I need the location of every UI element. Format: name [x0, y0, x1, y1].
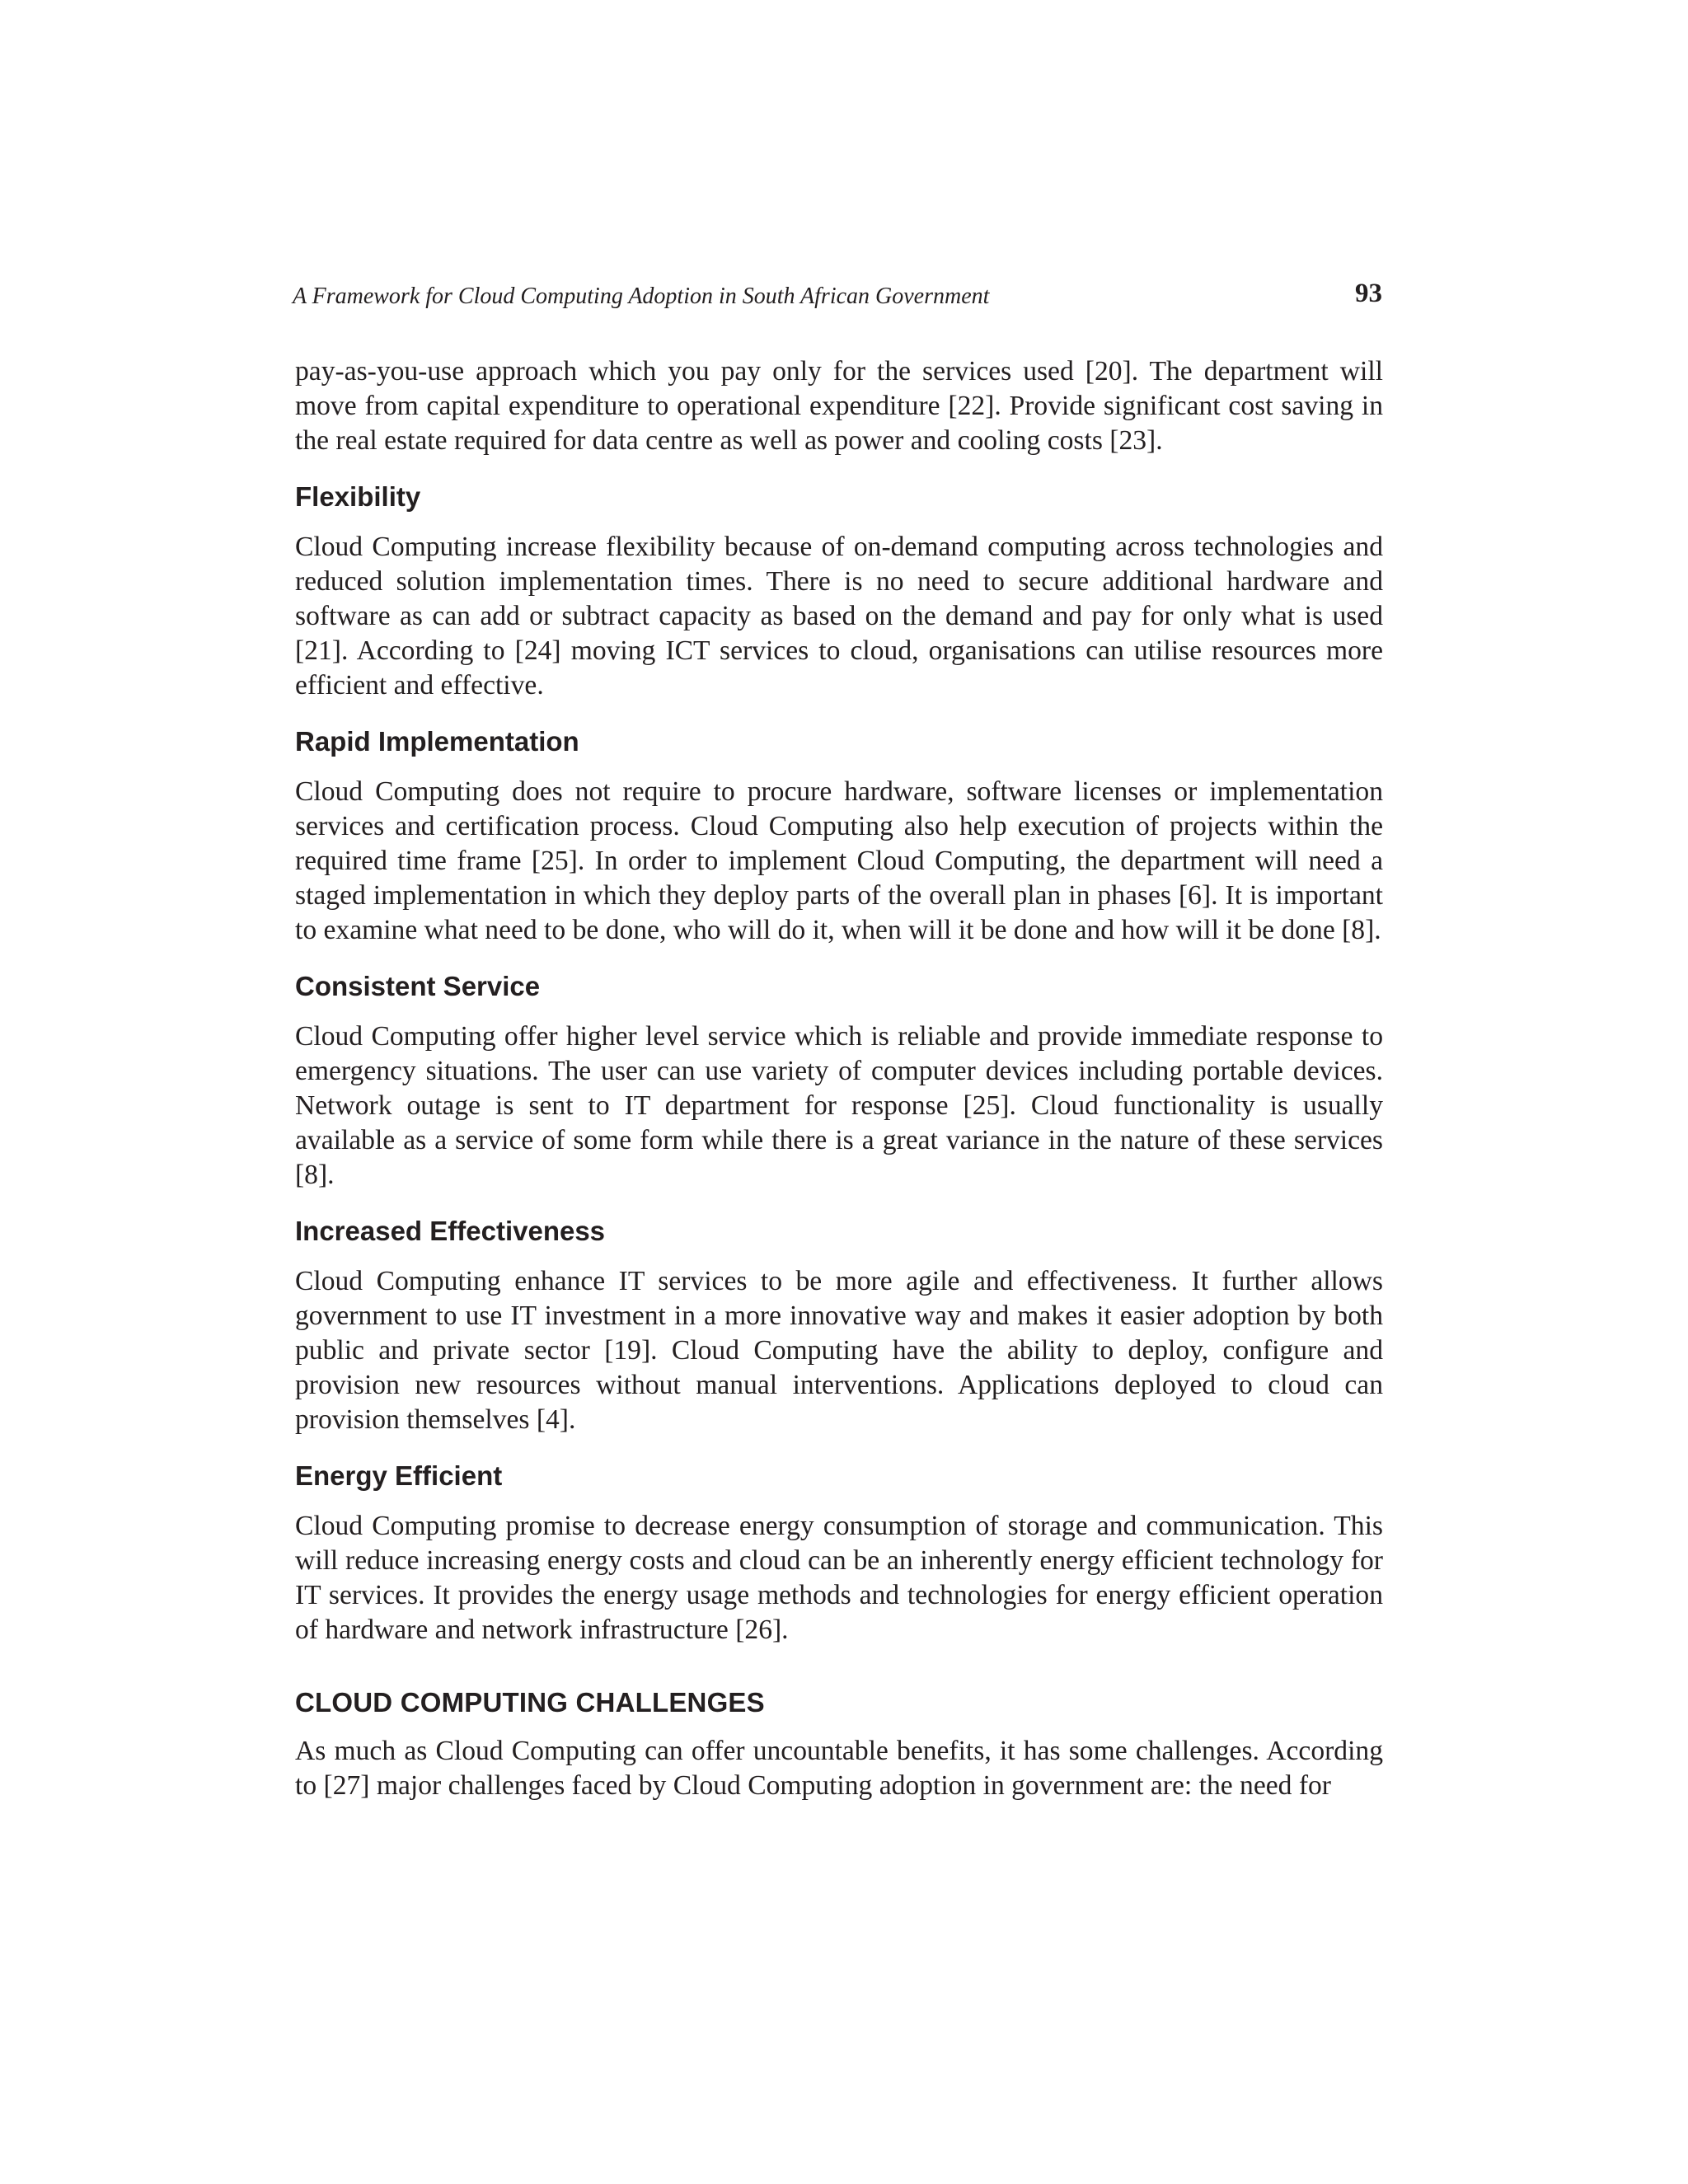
running-title: A Framework for Cloud Computing Adoption in South African Government [293, 284, 990, 309]
heading-flexibility: Flexibility [295, 481, 421, 512]
paragraph-intro-continued: pay-as-you-use approach which you pay only for the services used [20]. The department will move from capital expenditure to operational expenditure [22]. Provide significant cost saving in the real estate required for data centre as well as power and cooling costs [23]. [295, 356, 1383, 456]
body-content [295, 354, 1383, 1803]
paragraph-increased-effectiveness: Cloud Computing enhance IT services to be more agile and effectiveness. It further allows government to use IT investment in a more innovative way and makes it easier adoption by both public and private sector [19]. Cloud Computing have the ability to deploy, configure and provision new resources without manual interventions. Applications deployed to cloud can provision themselves [4]. [295, 1266, 1383, 1435]
heading-consistent-service: Consistent Service [295, 971, 541, 1001]
paragraph-rapid-implementation: Cloud Computing does not require to procure hardware, software licenses or implementation services and certification process. Cloud Computing also help execution of projects within the required time frame [25]. In order to implement Cloud Computing, the department will need a staged implementation in which they deploy parts of the overall plan in phases [6]. It is important to examine what need to be done, who will do it, when will it be done and how will it be done [8]. [295, 776, 1383, 945]
section-heading-challenges: CLOUD COMPUTING CHALLENGES [295, 1687, 765, 1718]
paragraph-consistent-service: Cloud Computing offer higher level service which is reliable and provide immediate response to emergency situations. The user can use variety of computer devices including portable devices. Network outage is sent to IT department for response [25]. Cloud functionality is usually available as a service of some form while there is a great variance in the nature of these services [8]. [295, 1021, 1383, 1190]
heading-rapid-implementation: Rapid Implementation [295, 726, 579, 757]
paragraph-flexibility: Cloud Computing increase flexibility because of on-demand computing across technologies and reduced solution implementation times. There is no need to secure additional hardware and software as can add or subtract capacity as based on the demand and pay for only what is used [21]. According to [24] moving ICT services to cloud, organisations can utilise resources more efficient and effective. [295, 532, 1383, 701]
heading-increased-effectiveness: Increased Effectiveness [295, 1216, 606, 1246]
paragraph-challenges-intro: As much as Cloud Computing can offer uncountable benefits, it has some challenges. According to [27] major challenges faced by Cloud Computing adoption in government are: the need for [295, 1736, 1383, 1801]
running-header [293, 277, 1382, 316]
heading-energy-efficient: Energy Efficient [295, 1460, 503, 1491]
paragraph-energy-efficient: Cloud Computing promise to decrease energy consumption of storage and communication. This will reduce increasing energy costs and cloud can be an inherently energy efficient technology for IT services. It provides the energy usage methods and technologies for energy efficient operation of hardware and network infrastructure [26]. [295, 1511, 1383, 1645]
page-number: 93 [1355, 279, 1382, 308]
